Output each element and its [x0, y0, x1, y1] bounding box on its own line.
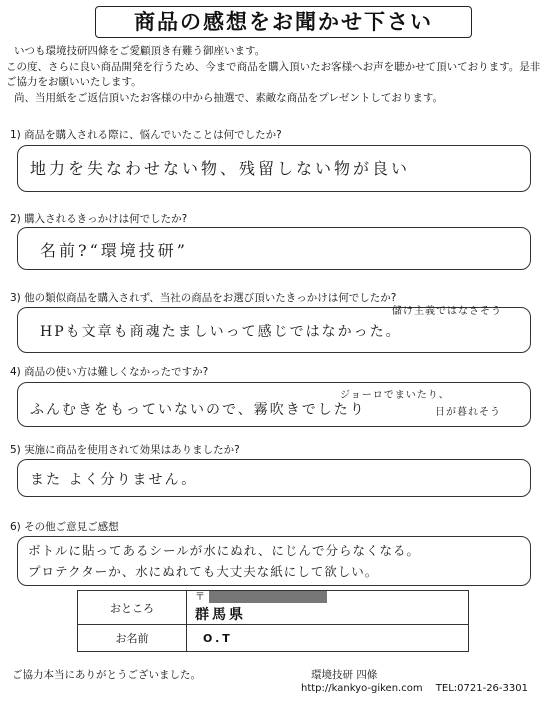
answer-box	[17, 536, 531, 586]
answer-text: プロテクターか、水にぬれても大丈夫な紙にして欲しい。	[28, 564, 379, 579]
redaction-block	[209, 591, 327, 603]
name-label: お名前	[78, 625, 187, 652]
company-name: 環境技研 四條	[311, 669, 378, 681]
intro-line: いつも環境技研四條をご愛顧頂き有難う御座います。	[14, 45, 266, 57]
answer-text: ふんむきをもっていないので、霧吹きでしたり	[30, 402, 366, 418]
contact-line	[301, 683, 528, 694]
thanks-text: ご協力本当にありがとうございました。	[12, 669, 201, 681]
answer-box	[17, 459, 531, 497]
question-label: 6) その他ご意見ご感想	[10, 521, 119, 533]
answer-box	[17, 307, 531, 353]
question-label: 5) 実施に商品を使用されて効果はありましたか?	[10, 444, 240, 456]
answer-note: ジョーロでまいたり、	[340, 390, 450, 401]
answer-text: 地力を失なわせない物、残留しない物が良い	[30, 159, 411, 178]
answer-box	[17, 145, 531, 192]
phone-number: TEL:0721-26-3301	[435, 683, 528, 694]
answer-text: また よく分りません。	[30, 472, 198, 488]
intro-line: この度、さらに良い商品開発を行うため、今まで商品を購入頂いたお客様へお声を聴かせて頂いております。是非ご協力をお願いいたします。	[6, 60, 541, 88]
answer-box	[17, 227, 531, 270]
intro-text	[6, 44, 542, 106]
answer-note: 日が暮れそう	[435, 407, 501, 418]
question-label: 3) 他の類似商品を購入されず、当社の商品をお選び頂いたきっかけは何でしたか?	[10, 292, 397, 304]
address-label: おところ	[78, 591, 187, 625]
answer-text: 名前?“環境技研”	[40, 241, 188, 260]
answer-note: 儲け主義ではなさそう	[392, 306, 502, 317]
postal-mark: 〒	[195, 592, 205, 603]
website-url: http://kankyo-giken.com	[301, 683, 423, 694]
answer-text: HPも文章も商魂たましいって感じではなかった。	[40, 324, 402, 340]
question-label: 2) 購入されるきっかけは何でしたか?	[10, 213, 188, 225]
page-title: 商品の感想をお聞かせ下さい	[95, 6, 472, 38]
answer-box	[17, 382, 531, 427]
question-label: 1) 商品を購入される際に、悩んでいたことは何でしたか?	[10, 129, 282, 141]
address-cell	[187, 591, 469, 625]
name-value: O.T	[187, 625, 469, 652]
contact-table	[77, 590, 469, 652]
intro-line: 尚、当用紙をご返信頂いたお客様の中から抽選で、素敵な商品をプレゼントしております。	[14, 91, 444, 104]
prefecture-value: 群馬県	[195, 607, 246, 623]
question-label: 4) 商品の使い方は難しくなかったですか?	[10, 366, 209, 378]
answer-text: ボトルに貼ってあるシールが水にぬれ、にじんで分らなくなる。	[28, 543, 421, 558]
